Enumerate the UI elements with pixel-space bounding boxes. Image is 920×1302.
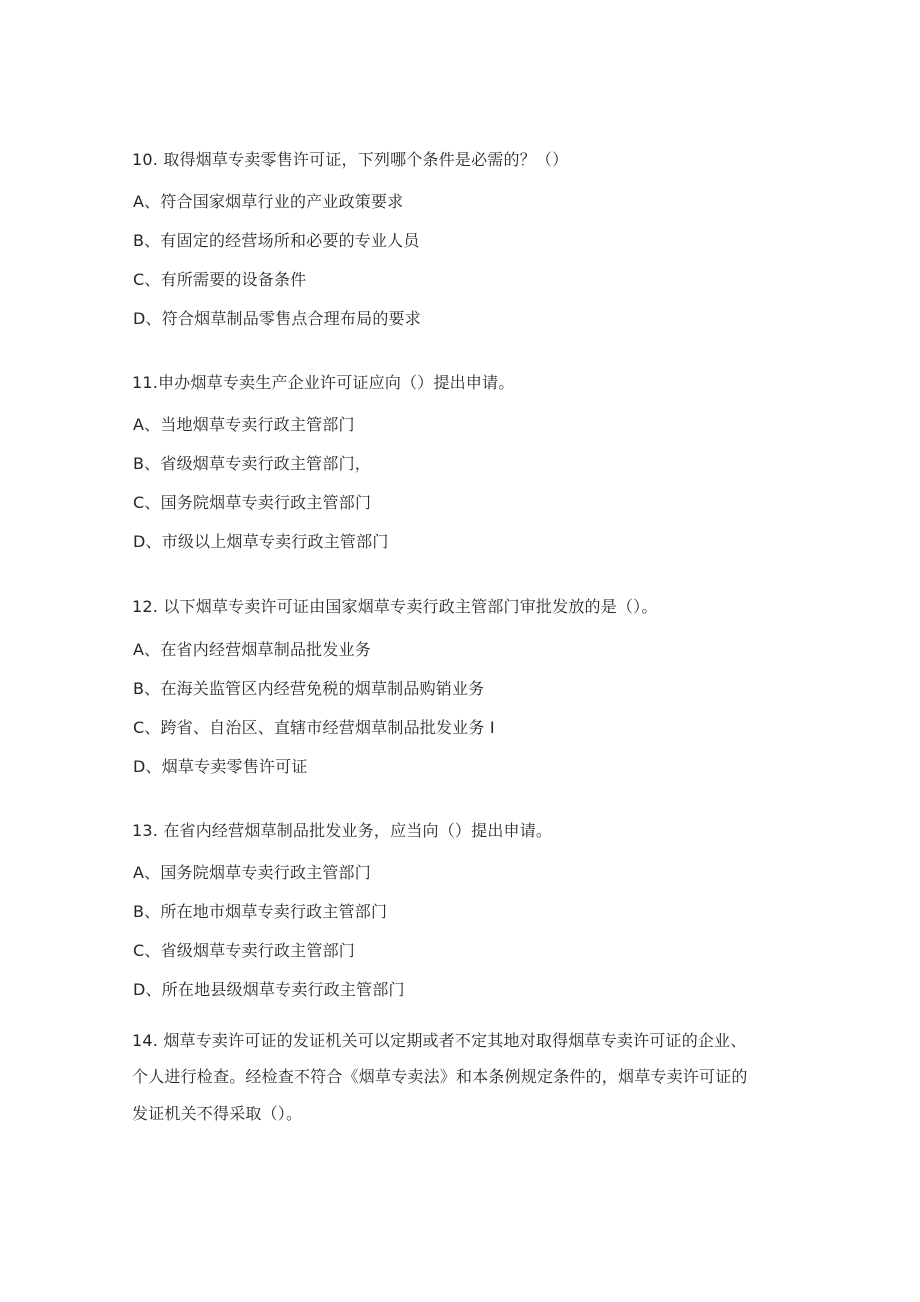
question-13-option-d: D、所在地县级烟草专卖行政主管部门 (133, 980, 405, 999)
question-12-stem: 12. 以下烟草专卖许可证由国家烟草专卖行政主管部门审批发放的是（）。 (132, 597, 658, 616)
question-13-option-c: C、省级烟草专卖行政主管部门 (133, 941, 355, 960)
question-10-option-d: D、符合烟草制品零售点合理布局的要求 (133, 309, 421, 328)
question-11-option-c: C、国务院烟草专卖行政主管部门 (133, 493, 372, 512)
question-14-stem-line-1: 14. 烟草专卖许可证的发证机关可以定期或者不定其地对取得烟草专卖许可证的企业、 (132, 1031, 747, 1050)
question-12-option-a: A、在省内经营烟草制品批发业务 (133, 640, 371, 659)
question-12-option-d: D、烟草专卖零售许可证 (133, 757, 308, 776)
question-10-option-b: B、有固定的经营场所和必要的专业人员 (133, 231, 420, 250)
question-11-option-b: B、省级烟草专卖行政主管部门， (133, 454, 371, 473)
question-13-stem: 13. 在省内经营烟草制品批发业务，应当向（）提出申请。 (132, 821, 553, 840)
question-10-option-a: A、符合国家烟草行业的产业政策要求 (133, 192, 404, 211)
question-14-stem-line-2: 个人进行检查。经检查不符合《烟草专卖法》和本条例规定条件的，烟草专卖许可证的 (132, 1067, 748, 1086)
question-10-stem: 10. 取得烟草专卖零售许可证，下列哪个条件是必需的？（） (132, 150, 569, 169)
question-11-option-a: A、当地烟草专卖行政主管部门 (133, 415, 355, 434)
question-13-option-a: A、国务院烟草专卖行政主管部门 (133, 863, 371, 882)
question-11-stem: 11.申办烟草专卖生产企业许可证应向（）提出申请。 (132, 373, 515, 392)
question-13-option-b: B、所在地市烟草专卖行政主管部门 (133, 902, 388, 921)
question-11-option-d: D、市级以上烟草专卖行政主管部门 (133, 532, 389, 551)
question-10-option-c: C、有所需要的设备条件 (133, 270, 307, 289)
question-12-option-b: B、在海关监管区内经营免税的烟草制品购销业务 (133, 679, 485, 698)
question-12-option-c: C、跨省、自治区、直辖市经营烟草制品批发业务 I (133, 718, 495, 737)
question-14-stem-line-3: 发证机关不得采取（）。 (132, 1104, 303, 1123)
